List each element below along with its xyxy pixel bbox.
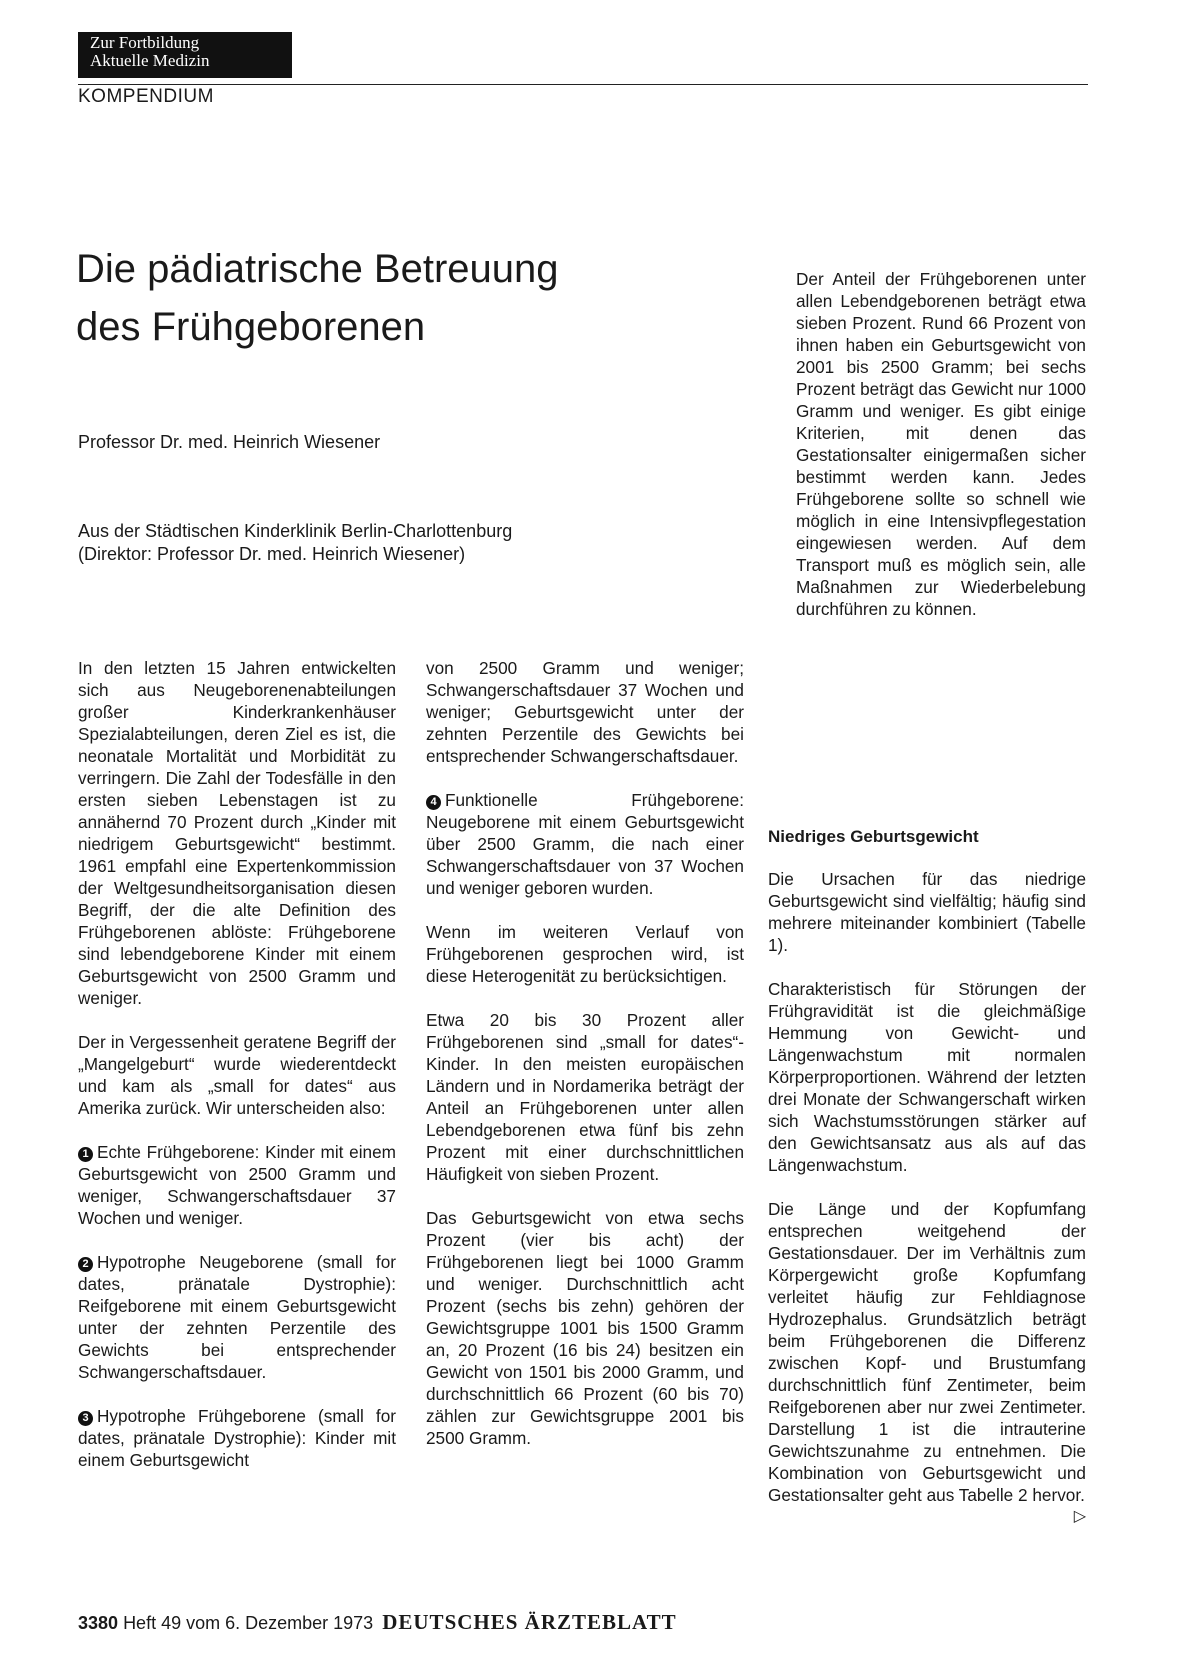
badge-line-2: Aktuelle Medizin <box>90 51 210 70</box>
list-item <box>78 1141 396 1229</box>
column-1 <box>78 657 396 1493</box>
column-2 <box>426 657 744 1471</box>
badge-line-1: Zur Fortbildung <box>90 33 200 52</box>
article-intro: Der Anteil der Frühgeborenen unter allen Lebendgeborenen beträgt etwa sieben Prozent. Rund 66 Prozent von ihnen haben ein Geburtsgewicht von 2001 bis 2500 Gramm; bei sechs Prozent beträgt das Gewicht nur 1000 Gramm und weniger. Es gibt einige Kriterien, mit denen das Gestationsalter einigermaßen sicher bestimmt werden kann. Jedes Frühgeborene sollte so schnell wie möglich in eine Intensivpflegestation eingewiesen werden. Auf dem Transport muß es möglich sein, alle Maßnahmen zur Wiederbelebung durchführen zu können. <box>796 269 1086 619</box>
paragraph: Der in Vergessenheit geratene Begriff der „Mangelgeburt“ wurde wiederentdeckt und kam als „small for dates“ aus Amerika zurück. Wir unterscheiden also: <box>78 1032 396 1118</box>
list-item <box>78 1405 396 1471</box>
bullet-number-icon: 1 <box>78 1147 93 1162</box>
paragraph: Wenn im weiteren Verlauf von Frühgeborenen gesprochen wird, ist diese Heterogenität zu berücksichtigen. <box>426 922 744 986</box>
title-line-1: Die pädiatrische Betreuung <box>76 247 559 291</box>
paragraph: Etwa 20 bis 30 Prozent aller Frühgeborenen sind „small for dates“-Kinder. In den meisten europäischen Ländern und in Nordamerika beträgt der Anteil an Frühgeborenen unter allen Lebendgeborenen etwa fünf bis zehn Prozent mit einer durchschnittlichen Häufigkeit von sieben Prozent. <box>426 1010 744 1184</box>
list-item-text: Funktionelle Frühgeborene: Neugeborene mit einem Geburtsgewicht über 2500 Gramm, die nach einer Schwangerschaftsdauer von 37 Wochen und weniger geboren wurden. <box>426 790 744 898</box>
affiliation-line-1: Aus der Städtischen Kinderklinik Berlin-Charlottenburg <box>78 521 513 541</box>
bullet-number-icon: 2 <box>78 1257 93 1272</box>
section-label: KOMPENDIUM <box>78 86 214 107</box>
section-heading: Niedriges Geburtsgewicht <box>768 827 979 846</box>
page-number: 3380 <box>78 1613 119 1633</box>
paragraph: Das Geburtsgewicht von etwa sechs Prozent (vier bis acht) der Frühgeborenen liegt bei 1000 Gramm und weniger. Durchschnittlich acht Prozent (sechs bis zehn) gehören der Gewichtsgruppe 1001 bis 1500 Gramm an, 20 Prozent (16 bis 24) besitzen ein Gewicht von 1501 bis 2000 Gramm, und durchschnittlich 66 Prozent (60 bis 70) zählen zur Gewichtsgruppe 2001 bis 2500 Gramm. <box>426 1208 744 1448</box>
list-item-text: Echte Frühgeborene: Kinder mit einem Geburtsgewicht von 2500 Gramm und weniger, Schwangerschaftsdauer 37 Wochen und weniger. <box>78 1142 396 1228</box>
title-line-2: des Frühgeborenen <box>76 305 426 349</box>
paragraph <box>768 1198 1086 1525</box>
author: Professor Dr. med. Heinrich Wiesener <box>78 432 381 452</box>
affiliation-line-2: (Direktor: Professor Dr. med. Heinrich Wiesener) <box>78 544 466 564</box>
affiliation <box>78 520 512 566</box>
paragraph-text: Die Länge und der Kopfumfang entsprechen weitgehend der Gestationsdauer. Der im Verhältnis zum Körpergewicht große Kopfumfang verleitet häufig zur Fehldiagnose Hydrozephalus. Grundsätzlich beträgt beim Frühgeborenen die Differenz zwischen Kopf- und Brustumfang durchschnittlich fünf Zentimeter, beim Reifgeborenen aber nur zwei Zentimeter. Darstellung 1 ist die intrauterine Gewichtszunahme zu entnehmen. Die Kombination von Geburtsgewicht und Gestationsalter geht aus Tabelle 2 hervor. <box>768 1199 1086 1505</box>
bullet-number-icon: 4 <box>426 795 441 810</box>
bullet-number-icon: 3 <box>78 1411 93 1426</box>
page-footer <box>78 1610 677 1635</box>
list-item-text: Hypotrophe Neugeborene (small for dates, pränatale Dystrophie): Reifgeborene mit einem Geburtsgewicht unter der zehnten Perzentile des Gewichts bei entsprechender Schwangerschaftsdauer. <box>78 1252 396 1382</box>
list-item-text: Hypotrophe Frühgeborene (small for dates, pränatale Dystrophie): Kinder mit einem Geburtsgewicht <box>78 1406 396 1470</box>
continue-arrow-icon: ▷ <box>1073 1508 1086 1525</box>
paragraph: In den letzten 15 Jahren entwickelten sich aus Neugeborenenabteilungen großer Kinderkrankenhäuser Spezialabteilungen, deren Ziel es ist, die neonatale Mortalität und Morbidität zu verringern. Die Zahl der Todesfälle in den ersten sieben Lebenstagen ist zu annähernd 70 Prozent durch „Kinder mit niedrigem Geburtsgewicht“ bestimmt. 1961 empfahl eine Expertenkommission der Weltgesundheitsorganisation diesen Begriff, der die alte Definition des Frühgeborenen ablöste: Frühgeborene sind lebendgeborene Kinder mit einem Geburtsgewicht von 2500 Gramm und weniger. <box>78 658 396 1008</box>
column-3 <box>768 826 1086 1528</box>
list-item <box>426 789 744 899</box>
article-title <box>76 240 559 356</box>
paragraph: von 2500 Gramm und weniger; Schwangerschaftsdauer 37 Wochen und weniger; Geburtsgewicht unter der zehnten Perzentile des Gewichts bei entsprechender Schwangerschaftsdauer. <box>426 658 744 766</box>
paragraph: Die Ursachen für das niedrige Geburtsgewicht sind vielfältig; häufig sind mehrere miteinander kombiniert (Tabelle 1). <box>768 869 1086 955</box>
paragraph: Charakteristisch für Störungen der Frühgravidität ist die gleichmäßige Hemmung von Gewicht- und Längenwachstum mit normalen Körperproportionen. Während der letzten drei Monate der Schwangerschaft wirken sich Wachstumsstörungen stärker auf den Gewichtsansatz aus als auf das Längenwachstum. <box>768 979 1086 1175</box>
header-rule <box>78 84 1088 85</box>
section-badge <box>78 32 292 78</box>
issue-info: Heft 49 vom 6. Dezember 1973 <box>123 1613 374 1633</box>
list-item <box>78 1251 396 1383</box>
journal-masthead: DEUTSCHES ÄRZTEBLATT <box>382 1610 677 1634</box>
